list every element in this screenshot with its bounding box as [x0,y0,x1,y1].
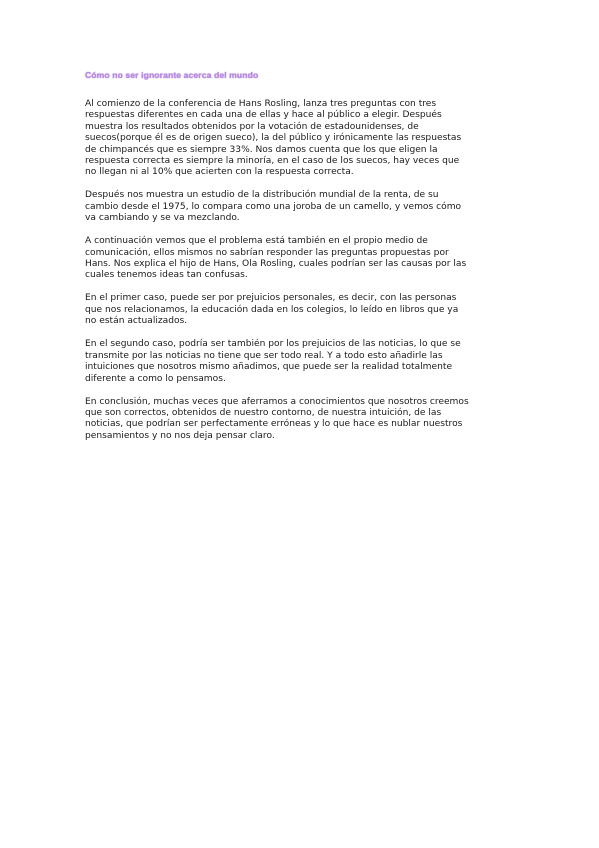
text-line: de chimpancés que es siempre 33%. Nos damos cuenta que los que eligen la [85,144,438,155]
text-line: pensamientos y no nos deja pensar claro. [85,430,275,441]
text-line: que nos relacionamos, la educación dada en los colegios, lo leído en libros que ya [85,304,459,315]
text-line: no están actualizados. [85,316,188,327]
text-line: diferente a como lo pensamos. [85,373,226,384]
text-line: comunicación, ellos mismos no sabrían responder las preguntas propuestas por [85,247,449,258]
text-line: Al comienzo de la conferencia de Hans Rosling, lanza tres preguntas con tres [85,99,437,109]
text-line: Después nos muestra un estudio de la distribución mundial de la renta, de su [85,190,439,201]
text-line: A continuación vemos que el problema está también en el propio medio de [85,236,428,247]
text-line: En el segundo caso, podría ser también por los prejuicios de las noticias, lo que se [85,339,461,350]
text-line: respuestas diferentes en cada una de ellas y hace al público a elegir. Después [85,110,442,121]
text-line: cuales tenemos ideas tan confusas. [85,270,248,281]
text-line: respuesta correcta es siempre la minoría, en el caso de los suecos, hay veces que [85,156,460,167]
paragraph-income-distribution [85,190,517,224]
text-line: suecos(porque él es de origen sueco), la del público y irónicamente las respuestas [85,133,462,144]
text-line: En el primer caso, puede ser por prejuicios personales, es decir, con las personas [85,293,457,304]
paragraph-second-case [85,339,517,385]
text-line: Hans. Nos explica el hijo de Hans, Ola Rosling, cuales podrían ser las causas por las [85,259,467,270]
text-line: noticias, que podrían ser perfectamente erróneas y lo que hace es nublar nuestros [85,419,463,430]
paragraph-media [85,236,517,282]
paragraph-first-case [85,293,517,327]
text-line: intuiciones que nosotros mismo añadimos, que puede ser la realidad totalmente [85,362,453,373]
text-line: transmite por las noticias no tiene que ser todo real. Y a todo esto añadirle las [85,350,443,361]
text-line: no llegan ni al 10% que acierten con la respuesta correcta. [85,167,354,178]
text-line: que son correctos, obtenidos de nuestro contorno, de nuestra intuición, de las [85,407,442,418]
document-title: Cómo no ser ignorante acerca del mundo [85,70,259,80]
document-body [85,70,517,454]
text-line: cambio desde el 1975, lo compara como una joroba de un camello, y vemos cómo [85,201,462,212]
paragraph-conclusion [85,397,517,443]
text-line: muestra los resultados obtenidos por la votación de estadounidenses, de [85,121,419,132]
text-line: va cambiando y se va mezclando. [85,213,240,224]
paragraph-intro [85,99,517,179]
text-line: En conclusión, muchas veces que aferramos a conocimientos que nosotros creemos [85,396,469,407]
